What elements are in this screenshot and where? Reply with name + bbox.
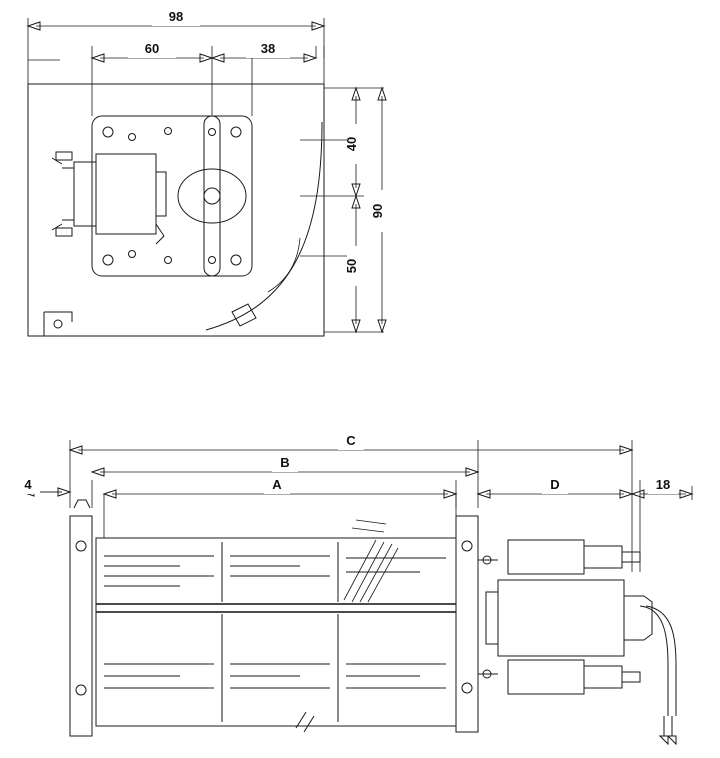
dim-d-label: D bbox=[550, 477, 560, 492]
dim-50-label: 50 bbox=[344, 258, 359, 274]
dim-b-label: B bbox=[280, 455, 290, 470]
dim-c-label: C bbox=[346, 433, 356, 448]
dim-38-label: 38 bbox=[260, 41, 276, 56]
dim-98-label: 98 bbox=[168, 9, 184, 24]
dim-4-label: 4 bbox=[24, 477, 32, 492]
top-view-group bbox=[28, 8, 391, 336]
dim-40-label: 40 bbox=[344, 136, 359, 152]
side-view-group bbox=[16, 432, 692, 744]
dim-a-label: A bbox=[272, 477, 282, 492]
dim-18-label: 18 bbox=[655, 477, 671, 492]
dim-60-label: 60 bbox=[144, 41, 160, 56]
dim-90-label: 90 bbox=[370, 203, 385, 219]
